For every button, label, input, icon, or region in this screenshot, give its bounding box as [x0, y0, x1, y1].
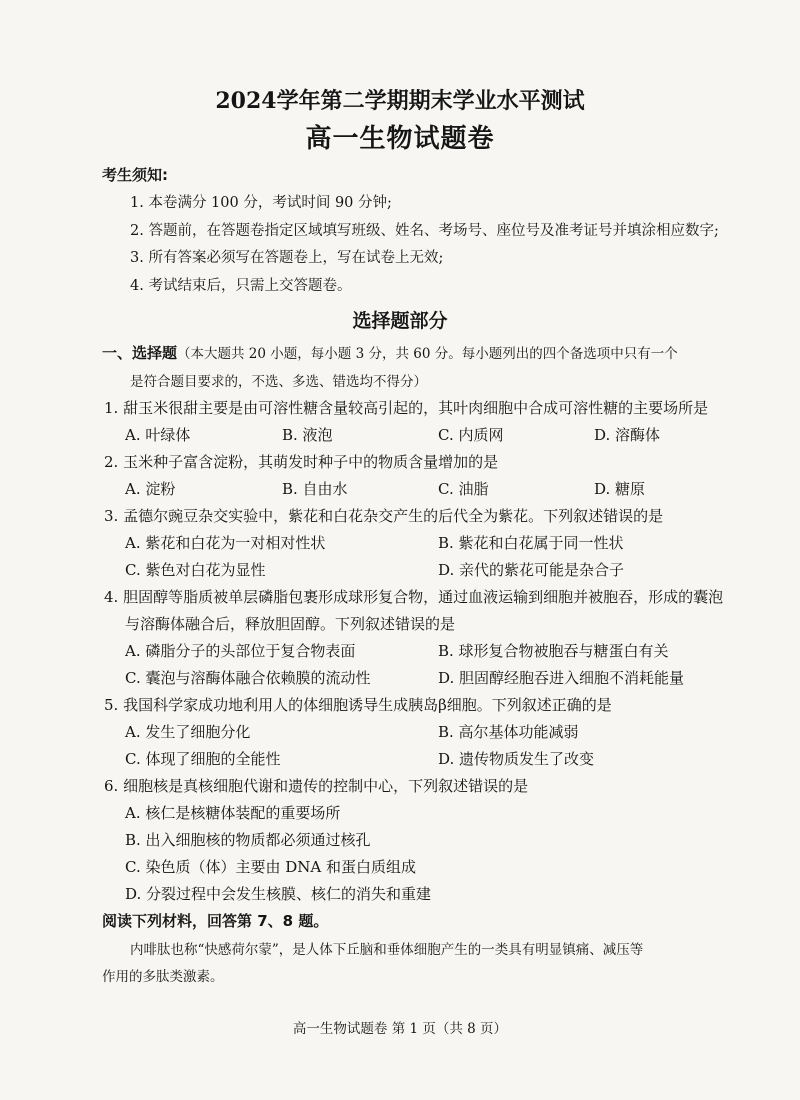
part-instruction-line: 是符合题目要求的，不选、多选、错选均不得分） [130, 374, 427, 390]
question-stem: 6. 细胞核是真核细胞代谢和遗传的控制中心，下列叙述错误的是 [104, 777, 529, 795]
option-a: A. 叶绿体 [125, 426, 191, 444]
reading-text: 内啡肽也称“快感荷尔蒙”，是人体下丘脑和垂体细胞产生的一类具有明显镇痛、减压等 [130, 942, 644, 958]
option-d: D. 胆固醇经胞吞进入细胞不消耗能量 [438, 669, 685, 687]
part-instruction-line: （本大题共 20 小题，每小题 3 分，共 60 分。每小题列出的四个备选项中只有一个 [177, 346, 678, 362]
part-instructions [102, 342, 678, 363]
notice-item: 4. 考试结束后，只需上交答题卷。 [130, 278, 352, 294]
reading-heading: 阅读下列材料，回答第 7、8 题。 [102, 912, 329, 930]
part-label: 一、选择题 [102, 344, 178, 362]
section-title: 选择题部分 [352, 310, 448, 332]
notice-item: 2. 答题前，在答题卷指定区域填写班级、姓名、考场号、座位号及准考证号并填涂相应数字; [130, 223, 719, 239]
option-d: D. 遗传物质发生了改变 [438, 750, 595, 768]
option-b: B. 紫花和白花属于同一性状 [438, 534, 624, 552]
question-stem-cont: 与溶酶体融合后，释放胆固醇。下列叙述错误的是 [125, 615, 456, 633]
option-a: A. 紫花和白花为一对相对性状 [125, 534, 326, 552]
page-footer: 高一生物试题卷 第 1 页（共 8 页） [292, 1021, 508, 1037]
option-d: D. 糖原 [594, 480, 646, 498]
option-b: B. 高尔基体功能减弱 [438, 723, 579, 741]
notice-item: 3. 所有答案必须写在答题卷上，写在试卷上无效; [130, 250, 444, 266]
option-c: C. 染色质（体）主要由 DNA 和蛋白质组成 [125, 858, 417, 876]
question-stem: 5. 我国科学家成功地利用人的体细胞诱导生成胰岛β细胞。下列叙述正确的是 [104, 696, 612, 714]
question-stem: 3. 孟德尔豌豆杂交实验中，紫花和白花杂交产生的后代全为紫花。下列叙述错误的是 [104, 507, 664, 525]
notice-heading: 考生须知: [102, 166, 168, 184]
option-c: C. 囊泡与溶酶体融合依赖膜的流动性 [125, 669, 371, 687]
option-a: A. 发生了细胞分化 [125, 723, 251, 741]
question-stem: 2. 玉米种子富含淀粉，其萌发时种子中的物质含量增加的是 [104, 453, 499, 471]
question-stem: 4. 胆固醇等脂质被单层磷脂包裹形成球形复合物，通过血液运输到细胞并被胞吞，形成的囊泡 [104, 588, 724, 606]
option-c: C. 体现了细胞的全能性 [125, 750, 281, 768]
question-stem: 1. 甜玉米很甜主要是由可溶性糖含量较高引起的，其叶肉细胞中合成可溶性糖的主要场所是 [104, 399, 709, 417]
option-a: A. 淀粉 [125, 480, 176, 498]
option-d: D. 分裂过程中会发生核膜、核仁的消失和重建 [125, 885, 432, 903]
option-d: D. 亲代的紫花可能是杂合子 [438, 561, 625, 579]
option-b: B. 液泡 [282, 426, 333, 444]
exam-subtitle: 高一生物试题卷 [305, 124, 495, 154]
option-c: C. 紫色对白花为显性 [125, 561, 266, 579]
option-a: A. 核仁是核糖体装配的重要场所 [125, 804, 341, 822]
exam-title: 2024学年第二学期期末学业水平测试 [215, 88, 585, 114]
option-c: C. 油脂 [438, 480, 489, 498]
option-d: D. 溶酶体 [594, 426, 661, 444]
option-b: B. 球形复合物被胞吞与糖蛋白有关 [438, 642, 669, 660]
option-a: A. 磷脂分子的头部位于复合物表面 [125, 642, 356, 660]
notice-item: 1. 本卷满分 100 分，考试时间 90 分钟; [130, 195, 392, 211]
option-b: B. 自由水 [282, 480, 348, 498]
option-b: B. 出入细胞核的物质都必须通过核孔 [125, 831, 371, 849]
option-c: C. 内质网 [438, 426, 504, 444]
reading-text: 作用的多肽类激素。 [102, 969, 224, 985]
